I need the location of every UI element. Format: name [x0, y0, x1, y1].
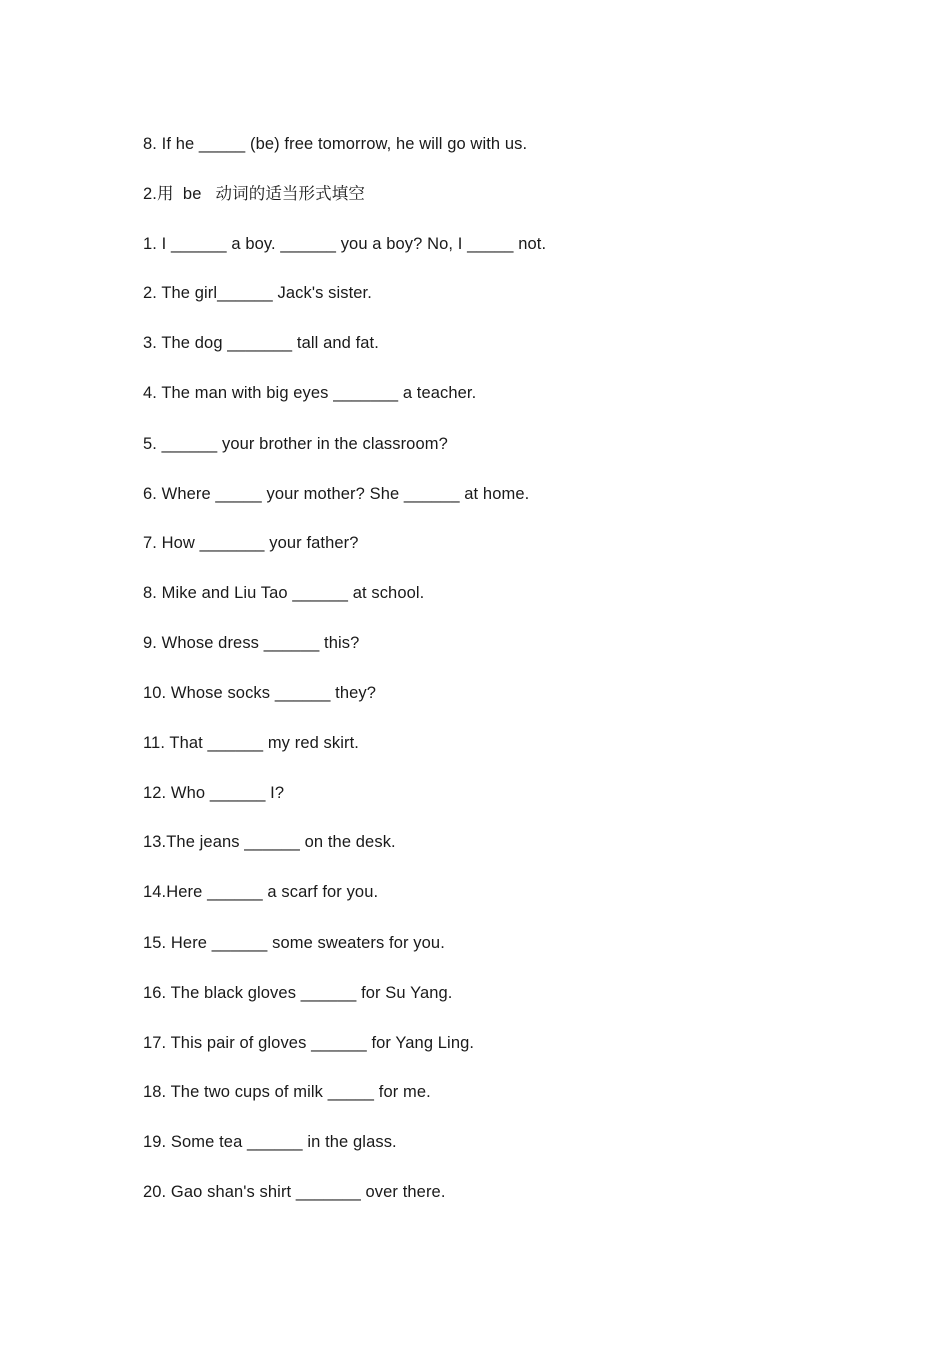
exercise-line-8: 8. Mike and Liu Tao ______ at school.	[143, 584, 425, 602]
exercise-line-12: 12. Who ______ I?	[143, 784, 285, 802]
exercise-line-16: 16. The black gloves ______ for Su Yang.	[143, 984, 453, 1002]
exercise-line-20: 20. Gao shan's shirt _______ over there.	[143, 1183, 446, 1201]
exercise-line-15: 15. Here ______ some sweaters for you.	[143, 934, 445, 952]
exercise-line-6: 6. Where _____ your mother? She ______ at home.	[143, 485, 530, 503]
exercise-line-17: 17. This pair of gloves ______ for Yang Ling.	[143, 1034, 475, 1052]
exercise-line-4: 4. The man with big eyes _______ a teacher.	[143, 384, 477, 402]
exercise-line-13: 13.The jeans ______ on the desk.	[143, 833, 396, 851]
exercise-line-3: 3. The dog _______ tall and fat.	[143, 334, 379, 352]
exercise-line-1: 1. I ______ a boy. ______ you a boy? No, I _____ not.	[143, 235, 547, 253]
exercise-line-19: 19. Some tea ______ in the glass.	[143, 1133, 397, 1151]
exercise-line-11: 11. That ______ my red skirt.	[143, 734, 359, 752]
exercise-line-7: 7. How _______ your father?	[143, 534, 359, 552]
exercise-line-2: 2. The girl______ Jack's sister.	[143, 284, 372, 302]
exercise-line-previous-8: 8. If he _____ (be) free tomorrow, he will go with us.	[143, 135, 528, 153]
exercise-line-5: 5. ______ your brother in the classroom?	[143, 435, 448, 453]
exercise-line-9: 9. Whose dress ______ this?	[143, 634, 360, 652]
exercise-line-18: 18. The two cups of milk _____ for me.	[143, 1083, 431, 1101]
section-heading: 2.用 be 动词的适当形式填空	[143, 185, 365, 203]
exercise-line-10: 10. Whose socks ______ they?	[143, 684, 377, 702]
exercise-line-14: 14.Here ______ a scarf for you.	[143, 883, 379, 901]
